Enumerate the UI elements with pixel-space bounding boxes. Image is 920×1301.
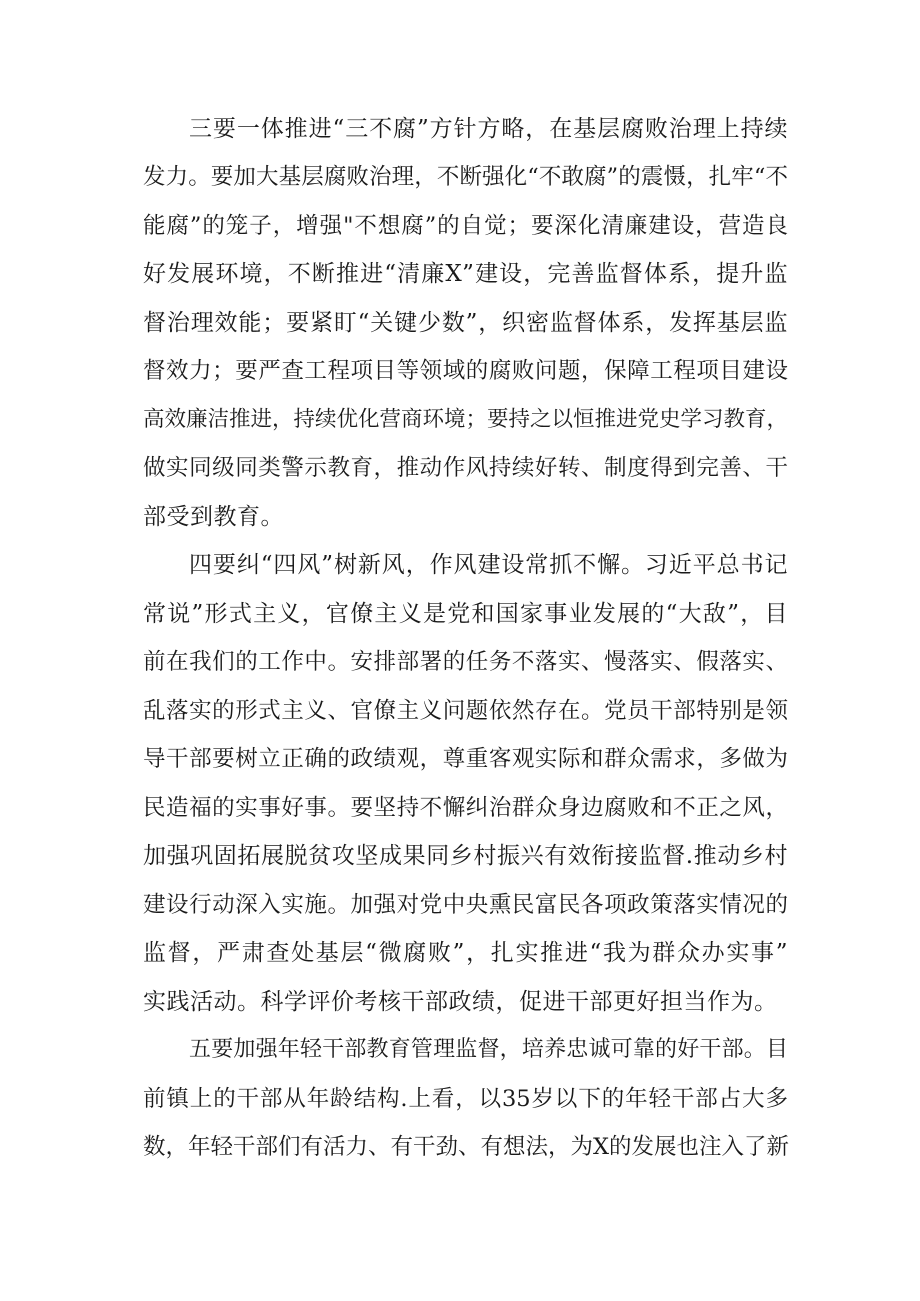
- text-line: 部受到教育。: [143, 504, 284, 530]
- text-line: 监督，严肃查处基层“微腐败”，扎实推进“我为群众办实事”: [143, 940, 788, 966]
- text-line: 发力。要加大基层腐败治理，不断强化“不敢腐”的震慑，扎牢“不: [143, 164, 788, 190]
- text-line: 民造福的实事好事。要坚持不懈纠治群众身边腐败和不正之风，: [143, 795, 788, 821]
- text-line: 高效廉洁推进，持续优化营商环境；要持之以恒推进党史学习教育，: [143, 407, 789, 432]
- text-line: 五要加强年轻干部教育管理监督，培养忠诚可靠的好干部。目: [189, 1037, 788, 1062]
- text-line: 做实同级同类警示教育，推动作风持续好转、制度得到完善、干: [143, 455, 788, 481]
- text-line: 督效力；要严查工程项目等领域的腐败问题，保障工程项目建设: [143, 358, 788, 384]
- text-line: 督治理效能；要紧盯“关键少数”，织密监督体系，发挥基层监: [143, 310, 788, 336]
- text-line: 实践活动。科学评价考核干部政绩，促进干部更好担当作为。: [143, 989, 778, 1015]
- text-line: 常说”形式主义，官僚主义是党和国家事业发展的“大敌”，目: [143, 601, 788, 627]
- text-line: 三要一体推进“三不腐”方针方略，在基层腐败治理上持续: [189, 116, 788, 142]
- text-line: 加强巩固拓展脱贫攻坚成果同乡村振兴有效衔接监督.推动乡村: [143, 843, 788, 869]
- text-line: 前镇上的干部从年龄结构.上看，以35岁以下的年轻干部占大多: [143, 1086, 788, 1112]
- text-line: 导干部要树立正确的政绩观，尊重客观实际和群众需求，多做为: [143, 746, 788, 772]
- text-line: 数，年轻干部们有活力、有干劲、有想法，为X的发展也注入了新: [143, 1134, 790, 1160]
- text-line: 乱落实的形式主义、官僚主义问题依然存在。党员干部特别是领: [143, 698, 788, 724]
- text-line: 好发展环境，不断推进“清廉X”建设，完善监督体系，提升监: [143, 261, 788, 287]
- text-line: 前在我们的工作中。安排部署的任务不落实、慢落实、假落实、: [143, 649, 788, 675]
- text-line: 建设行动深入实施。加强对党中央熏民富民各项政策落实情况的: [143, 892, 788, 918]
- text-line: 四要纠“四风”树新风，作风建设常抓不懈。习近平总书记: [189, 552, 788, 578]
- text-line: 能腐”的笼子，增强"不想腐”的自觉；要深化清廉建设，营造良: [143, 213, 788, 239]
